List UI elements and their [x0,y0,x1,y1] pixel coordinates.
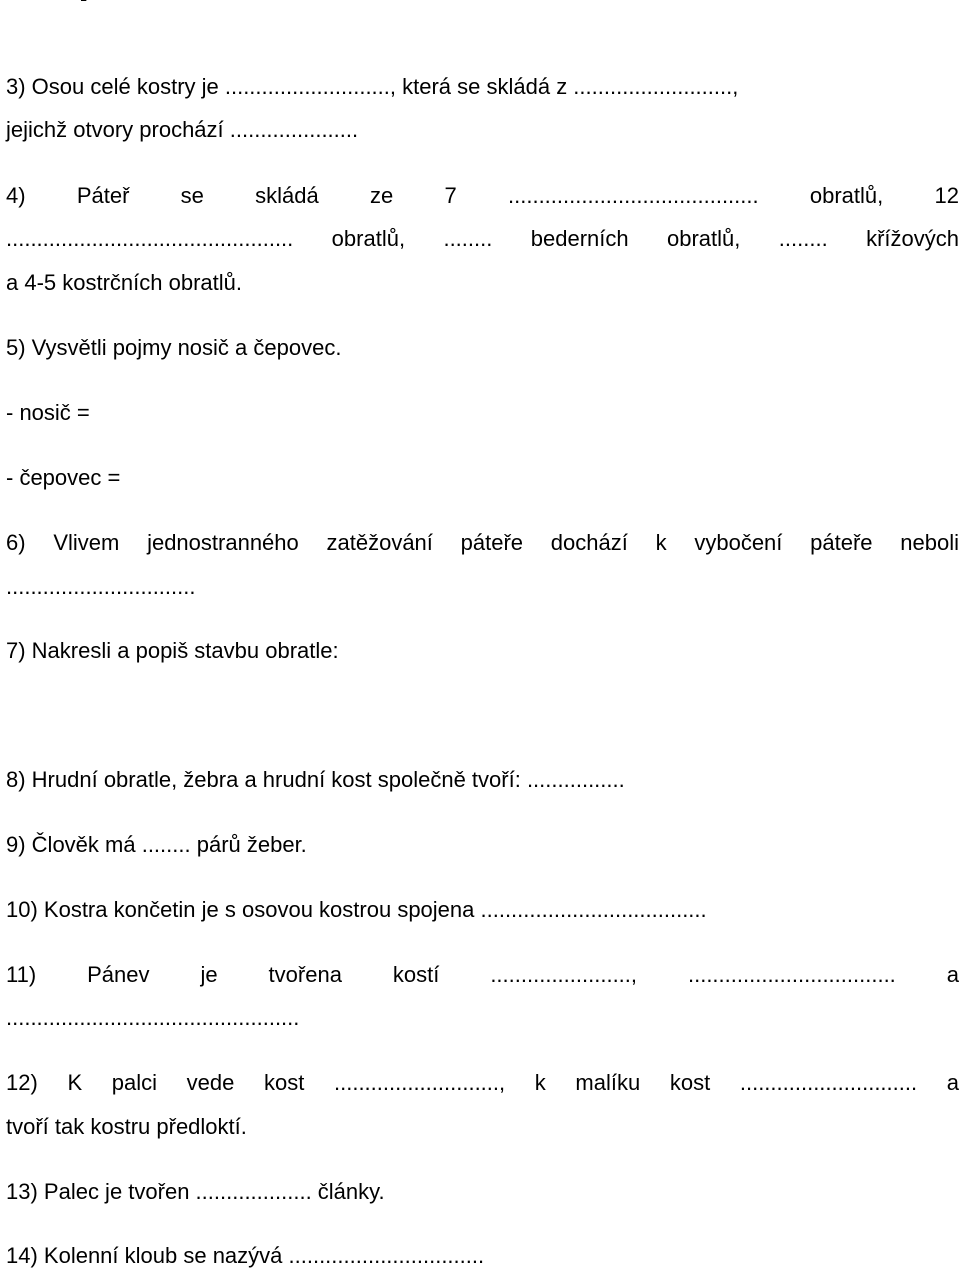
question-4-line-2: ............................................... obratlů, ........ bederních obratlů, ........ křížových [6,226,959,251]
question-4-line-1: 4) Páteř se skládá ze 7 ......................................... obratlů, 12 [6,183,959,208]
question-12-line-1: 12) K palci vede kost ..........................., k malíku kost ............................. a [6,1070,959,1095]
question-4-line-3: a 4-5 kostrčních obratlů. [6,270,243,295]
question-5-cepovec: - čepovec = [6,465,121,490]
question-6-line-2: ............................... [6,574,196,599]
question-8: 8) Hrudní obratle, žebra a hrudní kost společně tvoří: ................ [6,767,625,792]
question-11-line-2: ................................................ [6,1005,300,1030]
question-5: 5) Vysvětli pojmy nosič a čepovec. [6,335,342,360]
question-12-line-2: tvoří tak kostru předloktí. [6,1114,247,1139]
question-3-line-2: jejichž otvory prochází ..................... [6,117,359,142]
question-9: 9) Člověk má ........ párů žeber. [6,832,307,857]
question-6-line-1: 6) Vlivem jednostranného zatěžování páteře dochází k vybočení páteře neboli [6,530,959,555]
page-top-mark [80,0,87,12]
question-13: 13) Palec je tvořen ................... články. [6,1179,385,1204]
question-7: 7) Nakresli a popiš stavbu obratle: [6,638,339,663]
question-14: 14) Kolenní kloub se nazývá ................................ [6,1243,485,1268]
question-11-line-1: 11) Pánev je tvořena kostí ......................., .................................. a [6,962,959,987]
question-5-nosic: - nosič = [6,400,90,425]
question-3-line-1: 3) Osou celé kostry je ..........................., která se skládá z .........................., [6,74,739,99]
question-10: 10) Kostra končetin je s osovou kostrou spojena ..................................... [6,897,707,922]
